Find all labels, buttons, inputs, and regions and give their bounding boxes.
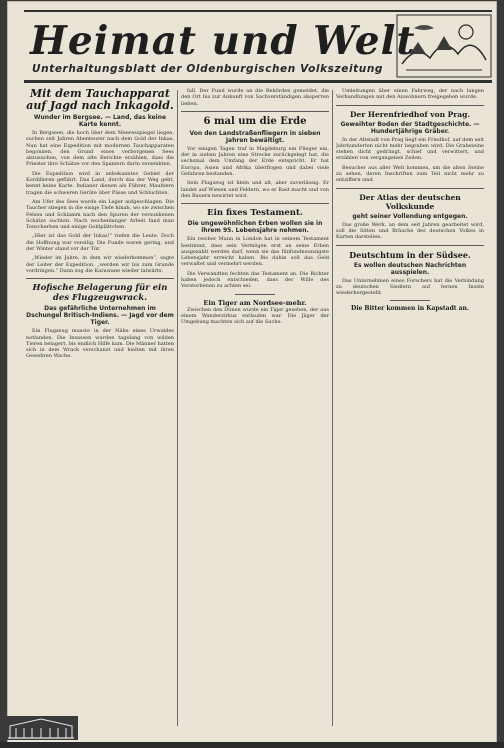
article-subheadline: Geweihter Boden der Stadtgeschichte. — Hundertjährige Gräber. <box>340 120 480 135</box>
article-divider <box>235 294 275 295</box>
article-headline: Mit dem Tauchapparat auf Jagd nach Inkagold. <box>26 88 174 112</box>
article-subheadline: Die ungewöhnlichen Erben wollen sie in ihrem 95. Lebensjahre nehmen. <box>187 220 323 235</box>
article-divider <box>336 105 484 106</box>
article-paragraph: Vor einigen Tagen traf in Magdeburg ein Flieger ein, der in sieben Jahren eine Strecke zurückgelegt hat, die sechsmal dem Umfang der Erde entspricht. Er hat Europa, Asien und Afrika überflogen und dabei viele Gefahren bestanden. <box>181 145 329 178</box>
newspaper-page <box>8 2 496 742</box>
article-paragraph: Besucher aus aller Welt kommen, um die alten Steine zu sehen, deren Inschriften zum Teil nicht mehr zu entziffern sind. <box>336 164 484 184</box>
article-paragraph: Am Ufer des Sees wurde ein Lager aufgeschlagen. Die Taucher stiegen in die eisige Tiefe hinab, wo sie zwischen Felsen und Schlamm nach den Spuren der versunkenen Schätze suchten. Nach wochenlanger Arbeit fand man Tonscherben und einige Goldplättchen. <box>26 198 174 231</box>
masthead-bottom-rule <box>24 80 492 83</box>
article-headline: Ein fixes Testament. <box>207 208 303 219</box>
article-paragraph: Das Unternehmen eines Forschers hat die Verbindung zu deutschen Siedlern auf fernen Inseln wiederhergestellt. <box>336 277 484 297</box>
column-left <box>26 88 174 728</box>
article-divider <box>181 111 329 112</box>
newspaper-title: Heimat und Welt <box>30 18 416 64</box>
article-headline: Deutschtum in der Südsee. <box>349 249 471 260</box>
article-paragraph: Sein Flugzeug ist klein und alt, aber zuverlässig. Er landet auf Wiesen und Feldern, wo er Rast macht und von den Bauern bewirtet wird. <box>181 180 329 199</box>
article-subheadline: Es wollen deutschen Nachrichten ausspielen. <box>353 261 467 276</box>
article-paragraph: Das große Werk, an dem seit Jahren gearbeitet wird, soll die Sitten und Bräuche des deutschen Volkes in Karten darstellen. <box>336 221 484 241</box>
article-headline: Der Atlas der deutschen Volkskunde <box>359 192 461 211</box>
article-headline: Ein Tiger am Nordsee-mehr. <box>203 298 307 307</box>
article-paragraph: Die Verwandten fechten das Testament an. Die Richter haben jedoch entschieden, dass der Wille des Verstorbenen zu achten sei. <box>181 270 329 290</box>
article-paragraph: In der Altstadt von Prag liegt ein Friedhof, auf dem seit Jahrhunderten nicht mehr begraben wird. Die Grabsteine stehen dicht gedrängt, schief und verwittert, und erzählen von vergangenen Zeiten. <box>336 136 484 162</box>
article-subheadline: Das gefährliche Unternehmen im Dschungel Britisch-Indiens. — Jagd vor dem Tiger. <box>26 305 174 327</box>
article-divider <box>390 300 430 301</box>
column-right <box>336 88 484 728</box>
masthead <box>24 10 492 84</box>
article-paragraph: „Wieder im Jahre, in dem wir wiederkommen“, sagte der Leiter der Expedition, „werden wir bis zum Grunde vordringen.“ Dann zog die Karawane wieder talwärts. <box>26 255 174 274</box>
article-paragraph: In Bergseen, die hoch über dem Meeresspiegel liegen, suchen seit Jahren Abenteurer nach dem Gold der Inkas. Nun hat eine Expedition mit modernen Tauchapparaten begonnen, den Grund eines verborgenen Sees abzusuchen, von dem alte Berichte erzählen, dass die Priester ihre Schätze vor den Spaniern darin versenkten. <box>26 130 174 168</box>
article-paragraph: Ein reicher Mann in London hat in seinem Testament bestimmt, dass sein Vermögen erst an seine Erben ausgezahlt werden darf, wenn sie das fünfundneunzigste Lebensjahr erreicht haben. Bis dahin soll das Geld verwaltet und vermehrt werden. <box>181 236 329 268</box>
library-building-icon <box>4 716 78 740</box>
article-headline: Die Bitter kommen in Kapstadt an. <box>351 305 469 313</box>
bottom-strip <box>0 742 504 748</box>
article-paragraph: fall. Der Fund wurde an die Behörden gemeldet, die den Ort bis zur Ankunft von Sachverständigen absperren ließen. <box>181 88 329 107</box>
article-headline: 6 mal um die Erde <box>203 115 307 127</box>
article-paragraph: Umleitungen über einen Fahrweg, der nach langen Verhandlungen mit den Anwohnern freigegeben wurde. <box>336 88 484 101</box>
masthead-ornament-icon <box>396 14 492 78</box>
article-paragraph: Zwischen den Dünen wurde ein Tiger gesehen, der aus einem Wanderzirkus entlaufen war. Die Jäger der Umgebung machten sich auf die Suche. <box>181 306 329 326</box>
column-rule <box>177 90 178 726</box>
column-middle <box>181 88 329 728</box>
article-divider <box>181 203 329 204</box>
article-divider <box>336 245 484 246</box>
article-headline: Hofische Belagerung für ein des Flugzeugwrack. <box>32 283 168 304</box>
article-paragraph: „Hier ist das Gold der Inkas!“ riefen die Leute. Doch die Hoffnung war voreilig. Die Funde waren gering, und der Winter stand vor der Tür. <box>26 233 174 253</box>
newspaper-subtitle: Unterhaltungsblatt der Oldenburgischen Volkszeitung <box>32 63 384 75</box>
article-divider <box>26 278 174 279</box>
masthead-top-rule <box>24 10 492 12</box>
column-rule <box>332 90 333 726</box>
article-subheadline: geht seiner Vollendung entgegen. <box>352 212 468 220</box>
article-subheadline: Von den Landstraßenfliegern in sieben Jahren bewältigt. <box>189 129 321 144</box>
article-divider <box>336 188 484 189</box>
article-subheadline: Wunder im Bergsee. — Land, das keine Karte kennt. <box>33 114 167 128</box>
article-headline: Der Herenfriedhof von Prag. <box>350 109 470 119</box>
article-paragraph: Die Expedition wird in unbekanntes Gebiet der Kordilleren geführt. Das Land, durch das der Weg geht, kennt keine Karte. Indianer dienen als Führer, Maultiere tragen die schweren Geräte über Pässe und Schluchten. <box>26 170 174 196</box>
article-paragraph: Ein Flugzeug musste in der Nähe eines Urwaldes notlanden. Die Insassen wurden tagelang von wilden Tieren belagert, bis endlich Hilfe kam. Die Männer hatten sich in dem Wrack verschanzt und hielten mit ihren Gewehren Wache. <box>26 328 174 360</box>
